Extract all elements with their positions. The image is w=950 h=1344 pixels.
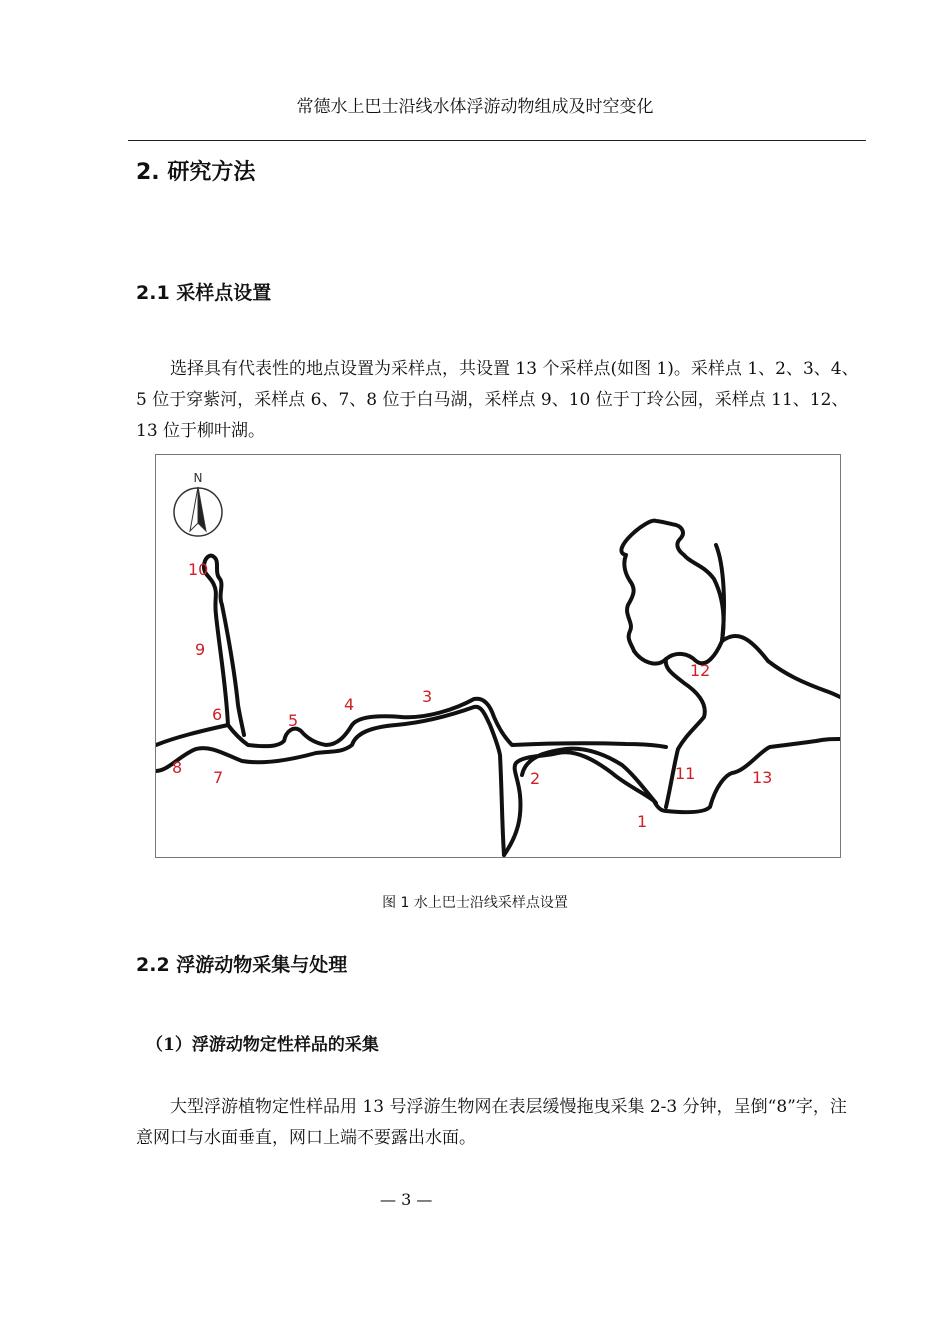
compass-label: N [193, 471, 203, 485]
site-label: 9 [195, 640, 206, 659]
site-label: 8 [172, 758, 183, 777]
north-arrow-icon [174, 471, 222, 536]
header-rule [128, 140, 866, 141]
site-label: 4 [344, 695, 355, 714]
running-header: 常德水上巴士沿线水体浮游动物组成及时空变化 [296, 97, 654, 117]
sampling-map-figure [155, 454, 841, 858]
sampling-map [156, 455, 840, 857]
item-title-1: （1）浮游动物定性样品的采集 [146, 1035, 379, 1055]
site-label: 13 [752, 768, 773, 787]
sampling-paragraph: 选择具有代表性的地点设置为采样点，共设置 13 个采样点(如图 1)。采样点 1、2、3、4、5 位于穿紫河，采样点 6、7、8 位于白马湖，采样点 9、10 位于丁玲公园，采样点 11、12、13 位于柳叶湖。 [136, 359, 859, 441]
site-label: 5 [288, 711, 299, 730]
subsection-title-2-2: 2.2 浮游动物采集与处理 [136, 954, 348, 976]
section-title: 2. 研究方法 [136, 160, 256, 185]
site-label: 11 [675, 764, 696, 783]
site-label: 1 [637, 812, 648, 831]
site-labels [172, 560, 772, 831]
site-label: 10 [188, 560, 209, 579]
site-label: 7 [213, 768, 224, 787]
page-number: — 3 — [380, 1190, 433, 1209]
site-label: 6 [212, 705, 223, 724]
waterway-outlines [156, 521, 840, 855]
collection-paragraph: 大型浮游植物定性样品用 13 号浮游生物网在表层缓慢拖曳采集 2-3 分钟，呈倒“8”字，注意网口与水面垂直，网口上端不要露出水面。 [136, 1097, 847, 1148]
site-label: 2 [530, 769, 541, 788]
figure-caption: 图 1 水上巴士沿线采样点设置 [382, 895, 568, 911]
subsection-title-2-1: 2.1 采样点设置 [136, 282, 272, 304]
site-label: 12 [690, 661, 711, 680]
site-label: 3 [422, 687, 433, 706]
